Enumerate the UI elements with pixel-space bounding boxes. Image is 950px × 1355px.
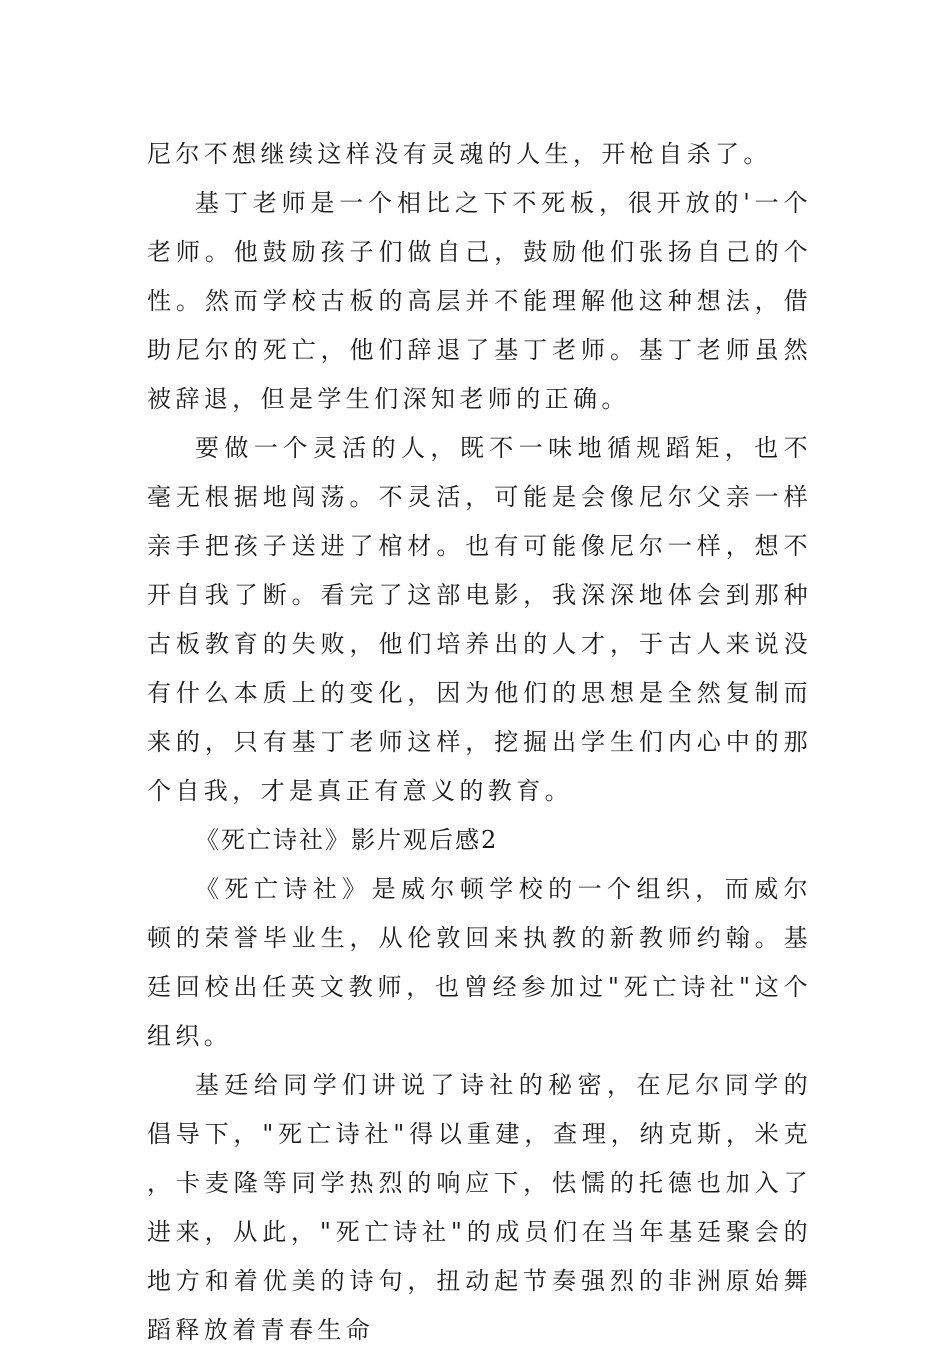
paragraph-1: 尼尔不想继续这样没有灵魂的人生，开枪自杀了。 (147, 140, 772, 168)
paragraph-3: 要做一个灵活的人，既不一味地循规蹈矩，也不毫无根据地闯荡。不灵活，可能是会像尼尔父亲一样亲手把孩子送进了棺材。也有可能像尼尔一样，想不开自我了断。看完了这部电影，我深深地体会到那种古板教育的失败，他们培养出的人才，于古人来说没有什么本质上的变化，因为他们的思想是全然复制而来的，只有基丁老师这样，挖掘出学生们内心中的那个自我，才是真正有意义的教育。 (147, 434, 812, 805)
paragraph-2: 基丁老师是一个相比之下不死板，很开放的'一个老师。他鼓励孩子们做自己，鼓励他们张扬自己的个性。然而学校古板的高层并不能理解他这种想法，借助尼尔的死亡，他们辞退了基丁老师。基丁老师虽然被辞退，但是学生们深知老师的正确。 (147, 189, 812, 413)
paragraph-4: 《死亡诗社》是威尔顿学校的一个组织，而威尔顿的荣誉毕业生，从伦敦回来执教的新教师约翰。基廷回校出任英文教师，也曾经参加过"死亡诗社"这个组织。 (147, 875, 812, 1050)
section-heading: 《死亡诗社》影片观后感2 (195, 826, 499, 854)
paragraph-5: 基廷给同学们讲说了诗社的秘密，在尼尔同学的倡导下，"死亡诗社"得以重建，查理，纳克斯，米克，卡麦隆等同学热烈的响应下，怯懦的托德也加入了进来，从此，"死亡诗社"的成员们在当年基廷聚会的地方和着优美的诗句，扭动起节奏强烈的非洲原始舞蹈释放着青春生命 (147, 1071, 812, 1344)
document-body (147, 130, 812, 1355)
